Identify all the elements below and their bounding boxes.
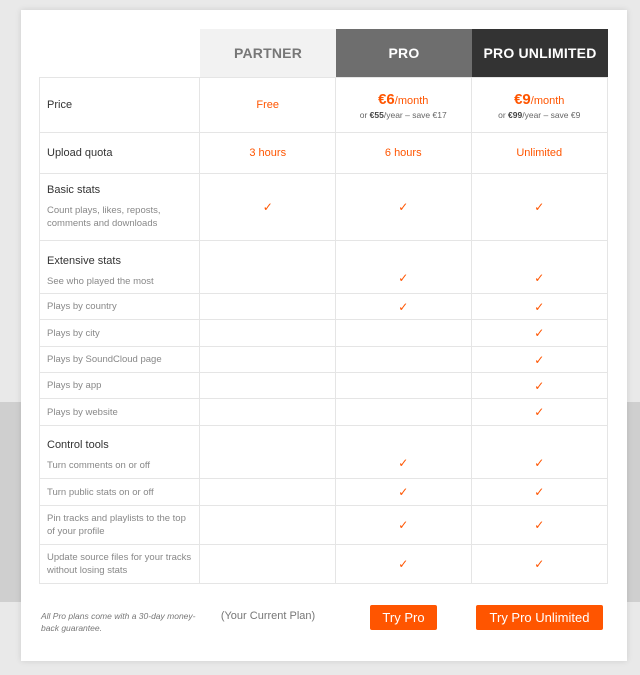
plays-by-website-row xyxy=(40,398,607,425)
pin-tracks-row xyxy=(40,505,607,544)
check-icon: ✓ xyxy=(398,271,409,285)
comparison-table xyxy=(39,77,608,584)
check-icon: ✓ xyxy=(534,485,545,499)
unlimited-yearly-price: or €99/year – save €9 xyxy=(498,109,581,120)
plan-headers xyxy=(200,29,608,77)
basic-stats-description: Count plays, likes, reposts, comments and downloads xyxy=(47,205,161,229)
control-tools-label: Control tools xyxy=(47,439,109,451)
plan-header-pro-unlimited: PRO UNLIMITED xyxy=(472,29,608,77)
control-tools-item: Turn comments on or off xyxy=(47,460,150,471)
check-icon: ✓ xyxy=(534,378,545,393)
check-icon: ✓ xyxy=(398,518,409,532)
check-icon: ✓ xyxy=(534,456,545,470)
current-plan-indicator: (Your Current Plan) xyxy=(220,610,316,622)
check-icon: ✓ xyxy=(398,485,409,499)
extensive-stats-item: See who played the most xyxy=(47,276,154,287)
public-stats-row xyxy=(40,478,607,505)
pro-quota: 6 hours xyxy=(384,147,422,159)
plan-header-partner: PARTNER xyxy=(200,29,336,77)
plan-header-pro: PRO xyxy=(336,29,472,77)
try-pro-button[interactable]: Try Pro xyxy=(370,605,437,630)
check-icon: ✓ xyxy=(398,200,409,214)
plays-by-country-row xyxy=(40,293,607,319)
basic-stats-row xyxy=(40,173,607,240)
basic-stats-label: Basic stats xyxy=(47,184,101,196)
extensive-stats-item: Plays by app xyxy=(47,380,102,391)
try-pro-unlimited-button[interactable]: Try Pro Unlimited xyxy=(476,605,603,630)
control-tools-item: Pin tracks and playlists to the top of your profile xyxy=(47,513,186,537)
price-row xyxy=(40,78,607,132)
control-tools-item: Turn public stats on or off xyxy=(47,486,154,498)
pricing-modal xyxy=(21,10,627,661)
check-icon: ✓ xyxy=(534,352,545,367)
unlimited-monthly-price: €9/month xyxy=(514,90,565,108)
pro-yearly-price: or €55/year – save €17 xyxy=(359,109,447,120)
extensive-stats-item: Plays by country xyxy=(47,301,117,312)
plays-by-soundcloud-page-row xyxy=(40,346,607,372)
check-icon: ✓ xyxy=(398,456,409,470)
plays-by-app-row xyxy=(40,372,607,398)
check-icon: ✓ xyxy=(534,326,545,340)
extensive-stats-label: Extensive stats xyxy=(47,255,121,267)
extensive-stats-row xyxy=(40,240,607,293)
money-back-note: All Pro plans come with a 30-day money-back guarantee. xyxy=(41,611,196,633)
check-icon: ✓ xyxy=(534,557,545,571)
unlimited-quota: Unlimited xyxy=(516,147,563,159)
plays-by-city-row xyxy=(40,319,607,346)
extensive-stats-item: Plays by city xyxy=(47,327,100,339)
check-icon: ✓ xyxy=(534,299,545,314)
extensive-stats-item: Plays by SoundCloud page xyxy=(47,354,162,365)
pro-monthly-price: €6/month xyxy=(378,90,429,108)
control-tools-item: Update source files for your tracks without losing stats xyxy=(47,552,192,576)
control-tools-row xyxy=(40,425,607,478)
check-icon: ✓ xyxy=(262,200,273,214)
check-icon: ✓ xyxy=(534,518,545,532)
partner-price: Free xyxy=(256,99,280,111)
extensive-stats-item: Plays by website xyxy=(47,406,118,418)
upload-quota-label: Upload quota xyxy=(47,147,113,159)
partner-quota: 3 hours xyxy=(249,147,287,159)
update-source-files-row xyxy=(40,544,607,583)
check-icon: ✓ xyxy=(534,271,545,285)
price-label: Price xyxy=(47,99,73,111)
check-icon: ✓ xyxy=(534,200,545,214)
check-icon: ✓ xyxy=(534,405,545,419)
check-icon: ✓ xyxy=(398,299,409,314)
upload-quota-row xyxy=(40,132,607,173)
check-icon: ✓ xyxy=(398,557,409,571)
